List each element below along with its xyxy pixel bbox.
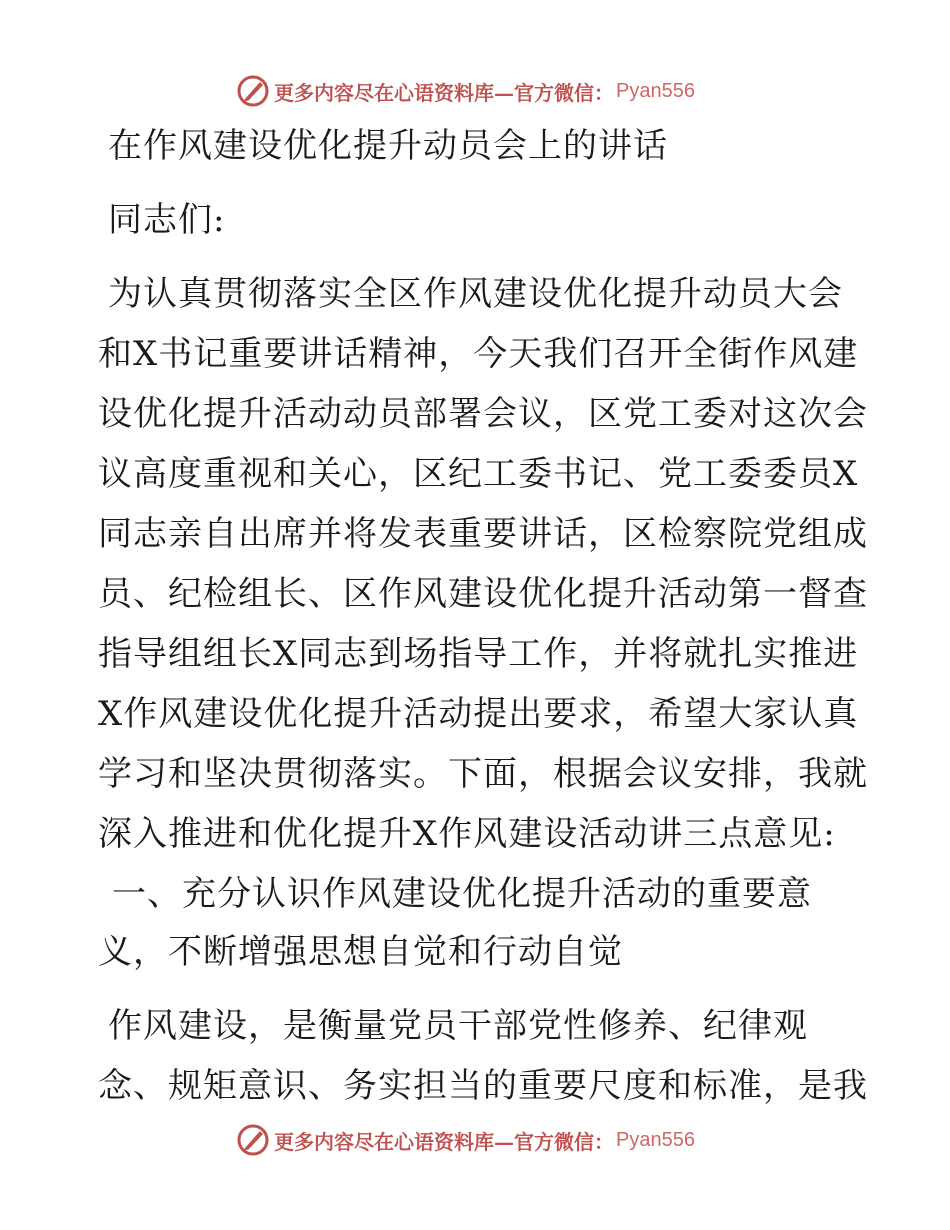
paragraph-line: 议高度重视和关心，区纪工委书记、党工委委员X xyxy=(98,454,859,494)
paragraph-line: 为认真贯彻落实全区作风建设优化提升动员大会 xyxy=(108,274,843,314)
section-heading: 一、充分认识作风建设优化提升活动的重要意 xyxy=(112,874,812,914)
watermark-text: 更多内容尽在心语资料库—官方微信： xyxy=(274,80,614,105)
watermark-wechat-id: Pyan556 xyxy=(616,79,695,102)
quill-logo-icon xyxy=(236,74,270,108)
paragraph-line: 和X书记重要讲话精神，今天我们召开全街作风建 xyxy=(98,334,859,374)
paragraph-line: 设优化提升活动动员部署会议，区党工委对这次会 xyxy=(98,394,868,434)
paragraph-line: 念、规矩意识、务实担当的重要尺度和标准，是我 xyxy=(98,1066,868,1106)
paragraph-line: 深入推进和优化提升X作风建设活动讲三点意见: xyxy=(98,814,836,854)
footer-watermark xyxy=(236,1123,695,1157)
header-watermark xyxy=(236,74,695,108)
paragraph-line: 员、纪检组长、区作风建设优化提升活动第一督查 xyxy=(98,574,868,614)
paragraph-line: X作风建设优化提升活动提出要求，希望大家认真 xyxy=(98,694,859,734)
paragraph-line: 作风建设，是衡量党员干部党性修养、纪律观 xyxy=(108,1006,808,1046)
document-title: 在作风建设优化提升动员会上的讲话 xyxy=(108,126,668,166)
paragraph-line: 指导组组长X同志到场指导工作，并将就扎实推进 xyxy=(98,634,859,674)
watermark-text: 更多内容尽在心语资料库—官方微信： xyxy=(274,1129,614,1154)
section-heading: 义，不断增强思想自觉和行动自觉 xyxy=(98,932,623,972)
quill-logo-icon xyxy=(236,1123,270,1157)
paragraph-line: 学习和坚决贯彻落实。下面，根据会议安排，我就 xyxy=(98,754,868,794)
salutation: 同志们: xyxy=(108,200,226,240)
paragraph-line: 同志亲自出席并将发表重要讲话，区检察院党组成 xyxy=(98,514,868,554)
watermark-wechat-id: Pyan556 xyxy=(616,1128,695,1151)
